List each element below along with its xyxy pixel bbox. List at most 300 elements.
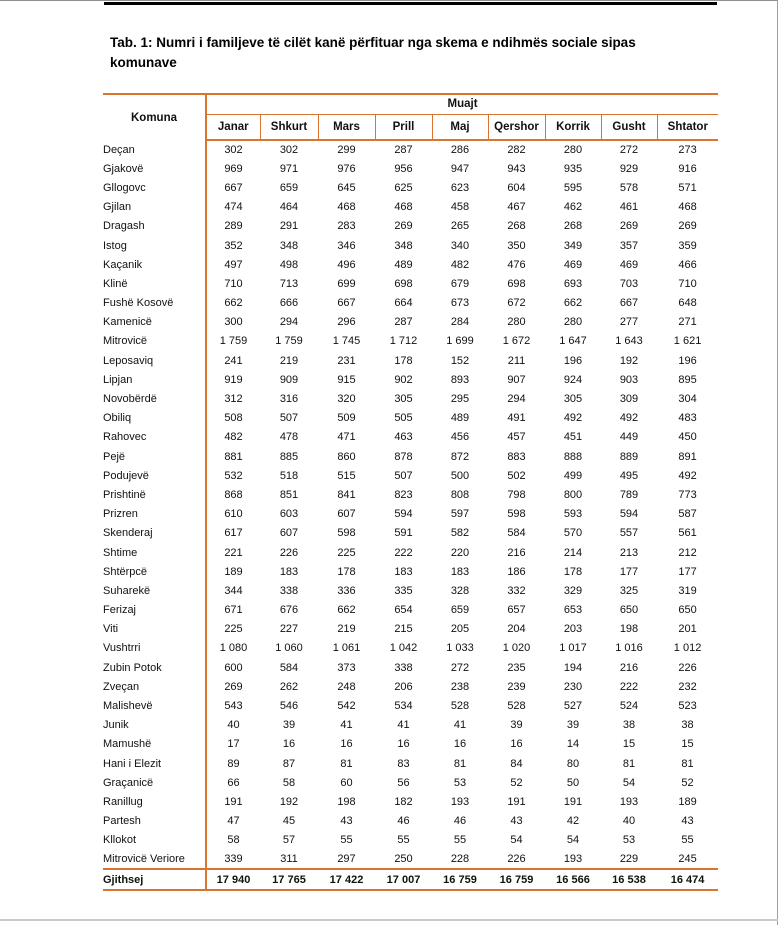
value-cell: 594 bbox=[619, 508, 639, 521]
month-header-qershor: Qershor bbox=[488, 114, 545, 140]
month-header-gusht: Gusht bbox=[601, 114, 657, 140]
value-cell: 227 bbox=[279, 623, 299, 636]
value-cell: 895 bbox=[678, 373, 697, 386]
municipality-name: Mamushë bbox=[103, 735, 206, 754]
value-cell: 58 bbox=[227, 834, 240, 847]
value-cell: 648 bbox=[678, 297, 697, 310]
value-cell: 667 bbox=[224, 181, 243, 194]
value-cell: 320 bbox=[337, 393, 356, 406]
value-cell: 603 bbox=[279, 508, 299, 521]
total-value-cell: 17 007 bbox=[375, 869, 432, 890]
total-value-cell: 16 759 bbox=[488, 869, 545, 890]
municipality-name: Graçanicë bbox=[103, 773, 206, 792]
value-cell: 598 bbox=[337, 527, 356, 540]
value-cell: 81 bbox=[681, 757, 694, 770]
page-edge-top bbox=[0, 0, 778, 1]
value-cell: 467 bbox=[507, 201, 526, 214]
value-cell: 1 017 bbox=[559, 642, 587, 655]
municipality-name: Mitrovicë Veriore bbox=[103, 850, 206, 869]
value-cell: 1 012 bbox=[673, 642, 702, 655]
value-cell: 177 bbox=[678, 565, 697, 578]
value-cell: 499 bbox=[563, 469, 583, 482]
value-cell: 492 bbox=[678, 469, 697, 482]
table-row bbox=[103, 543, 718, 562]
value-cell: 885 bbox=[279, 450, 299, 463]
value-cell: 657 bbox=[507, 604, 526, 617]
month-header-shkurt: Shkurt bbox=[260, 114, 318, 140]
value-cell: 891 bbox=[678, 450, 697, 463]
municipality-name: Malishevë bbox=[103, 696, 206, 715]
value-cell: 287 bbox=[394, 316, 413, 329]
value-cell: 1 080 bbox=[219, 642, 248, 655]
value-cell: 676 bbox=[279, 604, 299, 617]
value-cell: 471 bbox=[337, 431, 356, 444]
table-row bbox=[103, 236, 718, 255]
value-cell: 152 bbox=[450, 354, 470, 367]
value-cell: 664 bbox=[394, 297, 413, 310]
value-cell: 81 bbox=[340, 757, 353, 770]
value-cell: 872 bbox=[450, 450, 470, 463]
value-cell: 915 bbox=[337, 373, 356, 386]
value-cell: 491 bbox=[507, 412, 526, 425]
value-cell: 468 bbox=[678, 201, 697, 214]
municipality-name: Shtërpcë bbox=[103, 562, 206, 581]
value-cell: 667 bbox=[619, 297, 639, 310]
value-cell: 16 bbox=[282, 738, 296, 751]
value-cell: 84 bbox=[510, 757, 523, 770]
value-cell: 881 bbox=[224, 450, 243, 463]
municipality-name: Ranillug bbox=[103, 792, 206, 811]
value-cell: 50 bbox=[566, 776, 580, 789]
value-cell: 600 bbox=[224, 661, 243, 674]
value-cell: 451 bbox=[563, 431, 583, 444]
value-cell: 335 bbox=[394, 584, 413, 597]
value-cell: 570 bbox=[563, 527, 583, 540]
value-cell: 534 bbox=[394, 700, 413, 713]
value-cell: 268 bbox=[563, 220, 583, 233]
value-cell: 221 bbox=[224, 546, 243, 559]
value-cell: 449 bbox=[619, 431, 639, 444]
value-cell: 52 bbox=[510, 776, 523, 789]
value-cell: 625 bbox=[394, 181, 413, 194]
value-cell: 283 bbox=[337, 220, 356, 233]
value-cell: 916 bbox=[678, 162, 697, 175]
table-row bbox=[103, 639, 718, 658]
value-cell: 679 bbox=[450, 277, 470, 290]
value-cell: 338 bbox=[394, 661, 413, 674]
value-cell: 214 bbox=[563, 546, 583, 559]
value-cell: 943 bbox=[507, 162, 526, 175]
value-cell: 528 bbox=[450, 700, 470, 713]
value-cell: 229 bbox=[619, 853, 639, 866]
value-cell: 482 bbox=[224, 431, 243, 444]
value-cell: 693 bbox=[563, 277, 583, 290]
value-cell: 196 bbox=[563, 354, 583, 367]
value-cell: 17 bbox=[227, 738, 240, 751]
value-cell: 571 bbox=[678, 181, 697, 194]
value-cell: 357 bbox=[619, 239, 639, 252]
value-cell: 178 bbox=[337, 565, 356, 578]
value-cell: 346 bbox=[337, 239, 356, 252]
value-cell: 699 bbox=[337, 277, 356, 290]
municipality-name: Vushtrri bbox=[103, 639, 206, 658]
value-cell: 238 bbox=[450, 680, 470, 693]
value-cell: 271 bbox=[678, 316, 697, 329]
municipality-name: Podujevë bbox=[103, 466, 206, 485]
value-cell: 66 bbox=[227, 776, 240, 789]
value-cell: 55 bbox=[397, 834, 410, 847]
table-body bbox=[103, 140, 718, 869]
municipality-name: Klinë bbox=[103, 274, 206, 293]
value-cell: 659 bbox=[279, 181, 299, 194]
value-cell: 183 bbox=[450, 565, 470, 578]
value-cell: 46 bbox=[397, 815, 410, 828]
municipality-name: Obiliq bbox=[103, 409, 206, 428]
value-cell: 561 bbox=[678, 527, 697, 540]
value-cell: 607 bbox=[279, 527, 299, 540]
value-cell: 617 bbox=[224, 527, 243, 540]
value-cell: 262 bbox=[279, 680, 299, 693]
value-cell: 340 bbox=[450, 239, 470, 252]
table-title bbox=[110, 33, 710, 74]
value-cell: 45 bbox=[282, 815, 296, 828]
value-cell: 39 bbox=[510, 719, 523, 732]
value-cell: 789 bbox=[619, 488, 639, 501]
table-row bbox=[103, 294, 718, 313]
value-cell: 653 bbox=[563, 604, 583, 617]
value-cell: 219 bbox=[337, 623, 356, 636]
value-cell: 54 bbox=[622, 776, 636, 789]
total-value-cell: 16 474 bbox=[657, 869, 718, 890]
table-row bbox=[103, 274, 718, 293]
municipality-name: Gjakovë bbox=[103, 159, 206, 178]
value-cell: 489 bbox=[394, 258, 413, 271]
value-cell: 268 bbox=[507, 220, 526, 233]
value-cell: 294 bbox=[279, 316, 299, 329]
value-cell: 316 bbox=[279, 393, 299, 406]
value-cell: 673 bbox=[450, 297, 470, 310]
value-cell: 883 bbox=[507, 450, 526, 463]
value-cell: 350 bbox=[507, 239, 526, 252]
value-cell: 277 bbox=[619, 316, 639, 329]
value-cell: 650 bbox=[619, 604, 639, 617]
value-cell: 304 bbox=[678, 393, 697, 406]
value-cell: 211 bbox=[507, 354, 526, 367]
value-cell: 43 bbox=[340, 815, 353, 828]
value-cell: 228 bbox=[450, 853, 470, 866]
value-cell: 272 bbox=[619, 144, 639, 157]
value-cell: 344 bbox=[224, 584, 243, 597]
value-cell: 284 bbox=[450, 316, 470, 329]
value-cell: 710 bbox=[224, 277, 243, 290]
table-title-line2: komunave bbox=[110, 55, 177, 71]
value-cell: 16 bbox=[510, 738, 523, 751]
municipality-name: Kaçanik bbox=[103, 255, 206, 274]
value-cell: 505 bbox=[394, 412, 413, 425]
value-cell: 177 bbox=[619, 565, 639, 578]
value-cell: 296 bbox=[337, 316, 356, 329]
value-cell: 226 bbox=[279, 546, 299, 559]
value-cell: 235 bbox=[507, 661, 526, 674]
value-cell: 1 016 bbox=[615, 642, 643, 655]
value-cell: 55 bbox=[453, 834, 467, 847]
value-cell: 245 bbox=[678, 853, 697, 866]
value-cell: 584 bbox=[279, 661, 299, 674]
value-cell: 798 bbox=[507, 488, 526, 501]
value-cell: 902 bbox=[394, 373, 413, 386]
value-cell: 597 bbox=[450, 508, 470, 521]
value-cell: 662 bbox=[337, 604, 356, 617]
value-cell: 478 bbox=[279, 431, 299, 444]
value-cell: 666 bbox=[279, 297, 299, 310]
month-header-maj: Maj bbox=[432, 114, 488, 140]
value-cell: 42 bbox=[566, 815, 580, 828]
municipality-name: Gllogovc bbox=[103, 178, 206, 197]
value-cell: 201 bbox=[678, 623, 697, 636]
value-cell: 495 bbox=[619, 469, 639, 482]
value-cell: 903 bbox=[619, 373, 639, 386]
total-value-cell: 17 940 bbox=[206, 869, 260, 890]
value-cell: 216 bbox=[507, 546, 526, 559]
value-cell: 593 bbox=[563, 508, 583, 521]
value-cell: 458 bbox=[450, 201, 470, 214]
value-cell: 461 bbox=[619, 201, 639, 214]
value-cell: 241 bbox=[224, 354, 243, 367]
table-row bbox=[103, 485, 718, 504]
value-cell: 272 bbox=[450, 661, 470, 674]
value-cell: 55 bbox=[340, 834, 353, 847]
value-cell: 359 bbox=[678, 239, 697, 252]
table-row bbox=[103, 754, 718, 773]
value-cell: 182 bbox=[394, 795, 413, 808]
value-cell: 192 bbox=[619, 354, 639, 367]
value-cell: 193 bbox=[450, 795, 470, 808]
value-cell: 58 bbox=[282, 776, 296, 789]
value-cell: 582 bbox=[450, 527, 470, 540]
value-cell: 325 bbox=[619, 584, 639, 597]
value-cell: 713 bbox=[279, 277, 299, 290]
value-cell: 1 647 bbox=[559, 335, 587, 348]
value-cell: 1 699 bbox=[446, 335, 474, 348]
value-cell: 591 bbox=[394, 527, 413, 540]
municipality-name: Skenderaj bbox=[103, 524, 206, 543]
value-cell: 1 061 bbox=[332, 642, 361, 655]
value-cell: 703 bbox=[619, 277, 639, 290]
value-cell: 352 bbox=[224, 239, 243, 252]
value-cell: 489 bbox=[450, 412, 470, 425]
header-row-group bbox=[103, 94, 718, 114]
table-row bbox=[103, 562, 718, 581]
value-cell: 584 bbox=[507, 527, 526, 540]
value-cell: 60 bbox=[340, 776, 353, 789]
table-row bbox=[103, 178, 718, 197]
value-cell: 462 bbox=[563, 201, 583, 214]
value-cell: 41 bbox=[453, 719, 467, 732]
municipality-name: Gjilan bbox=[103, 198, 206, 217]
municipality-name: Fushë Kosovë bbox=[103, 294, 206, 313]
value-cell: 81 bbox=[622, 757, 636, 770]
value-cell: 338 bbox=[279, 584, 299, 597]
value-cell: 527 bbox=[563, 700, 583, 713]
value-cell: 216 bbox=[619, 661, 639, 674]
value-cell: 507 bbox=[394, 469, 413, 482]
value-cell: 206 bbox=[394, 680, 413, 693]
value-cell: 860 bbox=[337, 450, 356, 463]
table-row bbox=[103, 198, 718, 217]
value-cell: 1 042 bbox=[389, 642, 418, 655]
value-cell: 205 bbox=[450, 623, 470, 636]
value-cell: 502 bbox=[507, 469, 526, 482]
table-row bbox=[103, 773, 718, 792]
value-cell: 969 bbox=[224, 162, 243, 175]
municipality-name: Junik bbox=[103, 716, 206, 735]
value-cell: 319 bbox=[678, 584, 697, 597]
value-cell: 269 bbox=[224, 680, 243, 693]
value-cell: 39 bbox=[282, 719, 296, 732]
value-cell: 971 bbox=[279, 162, 299, 175]
value-cell: 497 bbox=[224, 258, 243, 271]
value-cell: 542 bbox=[337, 700, 356, 713]
value-cell: 659 bbox=[450, 604, 470, 617]
header-rule bbox=[104, 2, 717, 5]
value-cell: 919 bbox=[224, 373, 243, 386]
table-row bbox=[103, 389, 718, 408]
value-cell: 888 bbox=[563, 450, 583, 463]
value-cell: 468 bbox=[337, 201, 356, 214]
value-cell: 219 bbox=[279, 354, 299, 367]
value-cell: 698 bbox=[507, 277, 526, 290]
table-row bbox=[103, 581, 718, 600]
month-header-janar: Janar bbox=[206, 114, 260, 140]
value-cell: 496 bbox=[337, 258, 356, 271]
value-cell: 80 bbox=[566, 757, 580, 770]
value-cell: 89 bbox=[227, 757, 240, 770]
value-cell: 878 bbox=[394, 450, 413, 463]
table-row bbox=[103, 658, 718, 677]
municipality-name: Mitrovicë bbox=[103, 332, 206, 351]
value-cell: 83 bbox=[397, 757, 410, 770]
column-header-komuna: Komuna bbox=[103, 94, 206, 140]
value-cell: 273 bbox=[678, 144, 697, 157]
value-cell: 289 bbox=[224, 220, 243, 233]
value-cell: 450 bbox=[678, 431, 697, 444]
municipality-name: Partesh bbox=[103, 812, 206, 831]
value-cell: 302 bbox=[224, 144, 243, 157]
value-cell: 16 bbox=[453, 738, 467, 751]
value-cell: 231 bbox=[337, 354, 356, 367]
value-cell: 482 bbox=[450, 258, 470, 271]
value-cell: 193 bbox=[619, 795, 639, 808]
month-header-mars: Mars bbox=[318, 114, 375, 140]
total-label: Gjithsej bbox=[103, 869, 206, 890]
table-row bbox=[103, 812, 718, 831]
table-row bbox=[103, 831, 718, 850]
value-cell: 1 643 bbox=[615, 335, 643, 348]
table-row bbox=[103, 601, 718, 620]
value-cell: 524 bbox=[619, 700, 639, 713]
value-cell: 332 bbox=[507, 584, 526, 597]
value-cell: 196 bbox=[678, 354, 697, 367]
table-row bbox=[103, 409, 718, 428]
value-cell: 468 bbox=[394, 201, 413, 214]
municipality-name: Suharekë bbox=[103, 581, 206, 600]
value-cell: 226 bbox=[678, 661, 697, 674]
value-cell: 598 bbox=[507, 508, 526, 521]
table-row bbox=[103, 217, 718, 236]
value-cell: 604 bbox=[507, 181, 526, 194]
value-cell: 222 bbox=[619, 680, 639, 693]
value-cell: 178 bbox=[394, 354, 413, 367]
value-cell: 773 bbox=[678, 488, 697, 501]
month-header-shtator: Shtator bbox=[657, 114, 718, 140]
value-cell: 198 bbox=[619, 623, 639, 636]
total-value-cell: 17 422 bbox=[318, 869, 375, 890]
value-cell: 287 bbox=[394, 144, 413, 157]
value-cell: 87 bbox=[282, 757, 296, 770]
value-cell: 81 bbox=[453, 757, 467, 770]
value-cell: 808 bbox=[450, 488, 470, 501]
value-cell: 54 bbox=[566, 834, 580, 847]
table-row bbox=[103, 332, 718, 351]
total-value-cell: 16 566 bbox=[545, 869, 601, 890]
value-cell: 595 bbox=[563, 181, 583, 194]
value-cell: 193 bbox=[563, 853, 583, 866]
municipality-name: Ferizaj bbox=[103, 601, 206, 620]
value-cell: 232 bbox=[678, 680, 697, 693]
value-cell: 53 bbox=[453, 776, 467, 789]
value-cell: 16 bbox=[397, 738, 410, 751]
table-row bbox=[103, 505, 718, 524]
value-cell: 893 bbox=[450, 373, 470, 386]
value-cell: 348 bbox=[279, 239, 299, 252]
value-cell: 947 bbox=[450, 162, 470, 175]
total-row bbox=[103, 869, 718, 890]
value-cell: 373 bbox=[337, 661, 356, 674]
value-cell: 515 bbox=[337, 469, 356, 482]
municipality-name: Dragash bbox=[103, 217, 206, 236]
value-cell: 16 bbox=[340, 738, 353, 751]
value-cell: 300 bbox=[224, 316, 243, 329]
value-cell: 226 bbox=[507, 853, 526, 866]
value-cell: 336 bbox=[337, 584, 356, 597]
municipality-name: Zubin Potok bbox=[103, 658, 206, 677]
value-cell: 239 bbox=[507, 680, 526, 693]
value-cell: 41 bbox=[397, 719, 410, 732]
value-cell: 40 bbox=[227, 719, 240, 732]
value-cell: 1 712 bbox=[389, 335, 418, 348]
value-cell: 213 bbox=[619, 546, 639, 559]
value-cell: 43 bbox=[681, 815, 694, 828]
value-cell: 1 759 bbox=[275, 335, 303, 348]
table-row bbox=[103, 620, 718, 639]
value-cell: 469 bbox=[563, 258, 583, 271]
value-cell: 672 bbox=[507, 297, 526, 310]
value-cell: 823 bbox=[394, 488, 413, 501]
value-cell: 464 bbox=[279, 201, 299, 214]
value-cell: 220 bbox=[450, 546, 470, 559]
table-row bbox=[103, 716, 718, 735]
municipality-name: Hani i Elezit bbox=[103, 754, 206, 773]
municipality-name: Novobërdë bbox=[103, 389, 206, 408]
municipality-name: Zveçan bbox=[103, 677, 206, 696]
municipality-name: Kamenicë bbox=[103, 313, 206, 332]
value-cell: 924 bbox=[563, 373, 583, 386]
value-cell: 476 bbox=[507, 258, 526, 271]
value-cell: 483 bbox=[678, 412, 697, 425]
value-cell: 339 bbox=[224, 853, 243, 866]
table-row bbox=[103, 677, 718, 696]
value-cell: 309 bbox=[619, 393, 639, 406]
